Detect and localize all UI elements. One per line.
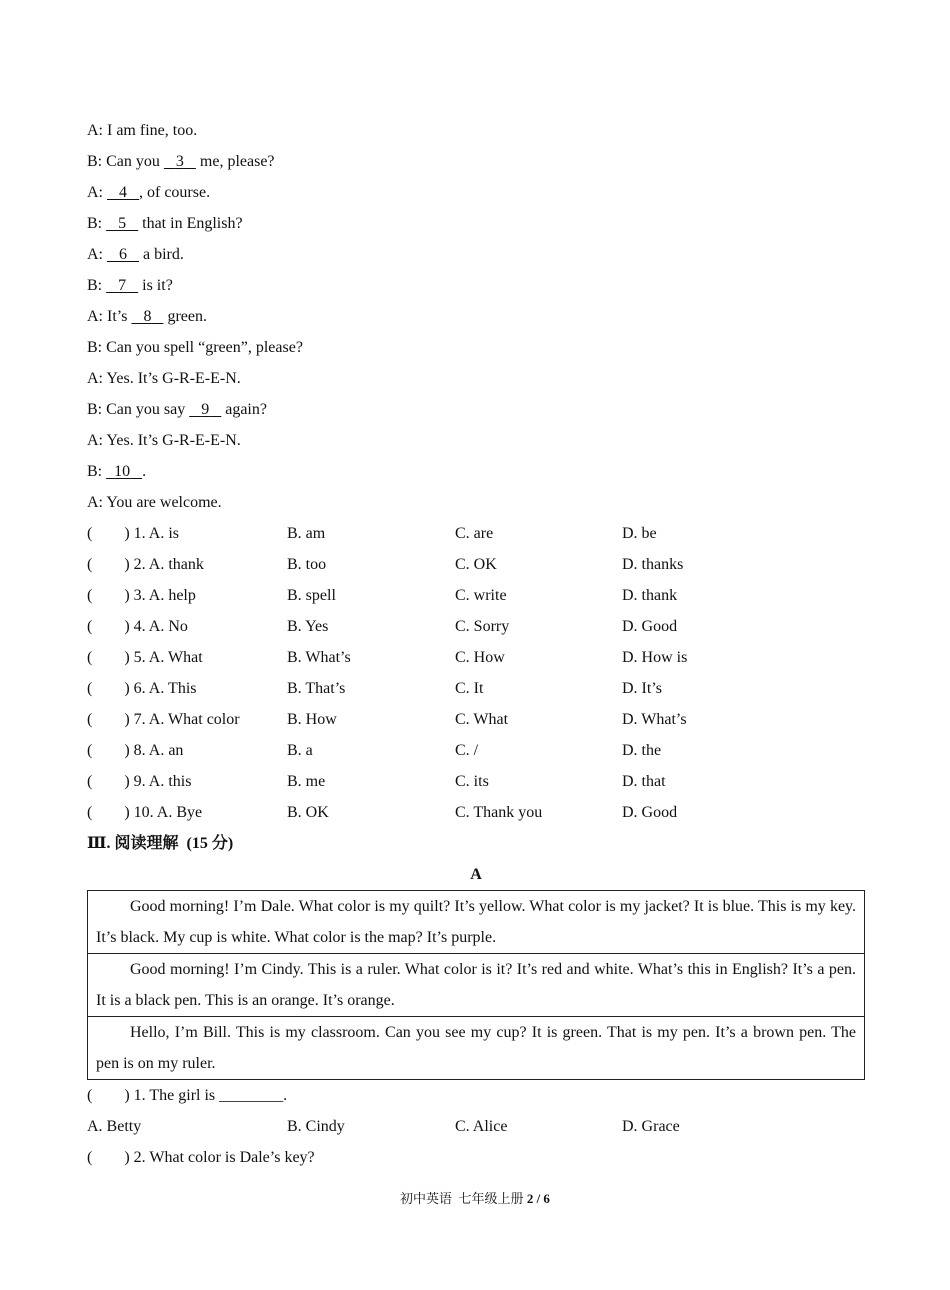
answer-blank: 6 <box>119 246 127 263</box>
dialogue-line <box>87 487 865 518</box>
dialogue-text: is it? <box>138 277 173 294</box>
dialogue-line <box>87 301 865 332</box>
question-text: ( ) 1. The girl is ________. <box>87 1087 288 1104</box>
dialogue-text: , of course. <box>139 184 211 201</box>
option-row <box>87 642 865 673</box>
option-b: B. That’s <box>287 680 346 697</box>
worksheet-page <box>87 115 865 1173</box>
answer-blank: 5 <box>118 215 127 232</box>
page-number: 2 / 6 <box>526 1191 550 1206</box>
dialogue-text: B: <box>87 215 107 232</box>
option-d: D. What’s <box>622 711 687 728</box>
option-d: D. Grace <box>622 1118 680 1135</box>
dialogue-line <box>87 394 865 425</box>
option-b: B. too <box>287 556 327 573</box>
answer-blank: 8 <box>143 308 152 325</box>
option-row <box>87 611 865 642</box>
dialogue-text: B: <box>87 277 107 294</box>
dialogue-text: B: Can you spell “green”, please? <box>87 339 303 356</box>
passage-group-title: A <box>470 866 482 883</box>
answer-blank: 4 <box>119 184 127 201</box>
option-c: C. Alice <box>455 1118 508 1135</box>
option-d: D. It’s <box>622 680 662 697</box>
option-question: ( ) 7. A. What color <box>87 711 240 728</box>
option-c: C. / <box>455 742 479 759</box>
dialogue-text: me, please? <box>195 153 275 170</box>
option-d: D. that <box>622 773 666 790</box>
dialogue-text: A: I am fine, too. <box>87 122 198 139</box>
dialogue-text: again? <box>221 401 267 418</box>
question-1-options <box>87 1111 865 1142</box>
passage-cindy: Good morning! I’m Cindy. This is a ruler. What color is it? It’s red and white. What’s this in English? It’s a pen. It is a black pen. This is an orange. It’s orange. <box>88 954 865 1017</box>
option-question: ( ) 2. A. thank <box>87 556 204 573</box>
option-row <box>87 766 865 797</box>
option-c: C. are <box>455 525 494 542</box>
option-d: D. thank <box>622 587 678 604</box>
dialogue-line <box>87 208 865 239</box>
dialogue-line <box>87 270 865 301</box>
option-d: D. How is <box>622 649 688 666</box>
option-row <box>87 518 865 549</box>
option-question: ( ) 3. A. help <box>87 587 196 604</box>
option-b: B. How <box>287 711 337 728</box>
dialogue-line <box>87 239 865 270</box>
dialogue-line <box>87 332 865 363</box>
option-d: D. the <box>622 742 662 759</box>
option-question: ( ) 5. A. What <box>87 649 203 666</box>
dialogue-text: A: Yes. It’s G-R-E-E-N. <box>87 432 241 449</box>
option-c: C. Sorry <box>455 618 510 635</box>
dialogue-text: a bird. <box>139 246 184 263</box>
section-title: Ⅲ. 阅读理解 (15 分) <box>87 835 234 852</box>
option-row <box>87 549 865 580</box>
answer-blank: 3 <box>175 153 184 170</box>
option-row <box>87 735 865 766</box>
answer-blank: 9 <box>201 401 210 418</box>
dialogue-text: A: <box>87 184 107 201</box>
answer-blank: 10 <box>114 463 131 480</box>
passages-table <box>87 890 865 1080</box>
passage-bill: Hello, I’m Bill. This is my classroom. Can you see my cup? It is green. That is my pen. It’s a brown pen. The pen is on my ruler. <box>88 1017 865 1080</box>
option-c: C. its <box>455 773 489 790</box>
option-d: D. be <box>622 525 657 542</box>
question-1 <box>87 1080 865 1111</box>
option-b: B. am <box>287 525 326 542</box>
dialogue-text: green. <box>163 308 207 325</box>
option-question: ( ) 10. A. Bye <box>87 804 203 821</box>
option-row <box>87 704 865 735</box>
option-question: ( ) 8. A. an <box>87 742 184 759</box>
option-c: C. It <box>455 680 484 697</box>
option-row <box>87 797 865 828</box>
option-b: B. me <box>287 773 326 790</box>
question-2 <box>87 1142 865 1173</box>
dialogue-line <box>87 425 865 456</box>
option-d: D. thanks <box>622 556 684 573</box>
dialogue-text: B: Can you say <box>87 401 190 418</box>
option-d: D. Good <box>622 618 678 635</box>
answer-blank: 7 <box>118 277 127 294</box>
option-b: B. a <box>287 742 313 759</box>
dialogue-text: that in English? <box>138 215 243 232</box>
option-c: C. What <box>455 711 509 728</box>
dialogue-text: B: Can you <box>87 153 164 170</box>
question-text: ( ) 2. What color is Dale’s key? <box>87 1149 315 1166</box>
option-d: D. Good <box>622 804 678 821</box>
dialogue-line <box>87 115 865 146</box>
option-row <box>87 673 865 704</box>
passage-dale: Good morning! I’m Dale. What color is my quilt? It’s yellow. What color is my jacket? It is blue. This is my key. It’s black. My cup is white. What color is the map? It’s purple. <box>88 891 865 954</box>
dialogue-text: A: <box>87 246 107 263</box>
option-b: B. What’s <box>287 649 351 666</box>
page-footer <box>0 1189 950 1209</box>
dialogue-text: . <box>142 463 147 480</box>
dialogue-text: A: Yes. It’s G-R-E-E-N. <box>87 370 241 387</box>
option-question: ( ) 4. A. No <box>87 618 188 635</box>
option-c: C. Thank you <box>455 804 543 821</box>
option-b: B. OK <box>287 804 329 821</box>
option-row <box>87 580 865 611</box>
dialogue-text: B: <box>87 463 107 480</box>
footer-text: 初中英语 七年级上册 <box>400 1191 527 1206</box>
option-c: C. OK <box>455 556 497 573</box>
dialogue-line <box>87 177 865 208</box>
option-question: ( ) 1. A. is <box>87 525 179 542</box>
option-b: B. Cindy <box>287 1118 345 1135</box>
dialogue-text: A: It’s <box>87 308 132 325</box>
dialogue-line <box>87 363 865 394</box>
option-a: A. Betty <box>87 1118 142 1135</box>
dialogue-text: A: You are welcome. <box>87 494 222 511</box>
dialogue-line <box>87 146 865 177</box>
option-c: C. How <box>455 649 505 666</box>
options-list <box>87 518 865 828</box>
option-b: B. spell <box>287 587 336 604</box>
option-question: ( ) 6. A. This <box>87 680 197 697</box>
option-question: ( ) 9. A. this <box>87 773 192 790</box>
option-c: C. write <box>455 587 507 604</box>
dialogue-line <box>87 456 865 487</box>
option-b: B. Yes <box>287 618 329 635</box>
